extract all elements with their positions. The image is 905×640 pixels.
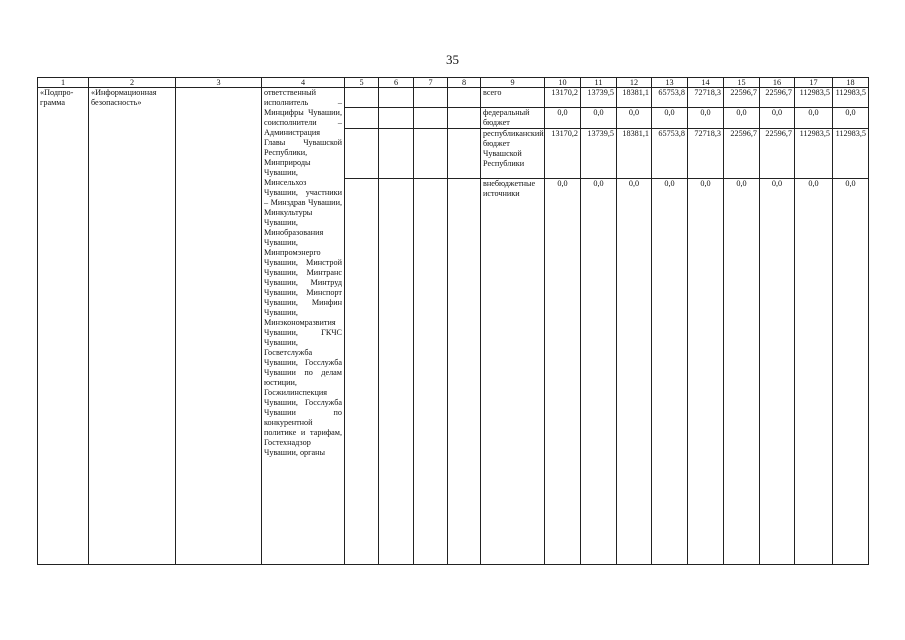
value-cell: 18381,1	[617, 88, 652, 108]
empty-cell	[448, 108, 481, 129]
empty-cell	[448, 179, 481, 565]
executors-cell: ответственный исполнитель – Минцифры Чувашии, соисполнители – Администрация Главы Чувашской Республики, Минприроды Чувашии, Минсельхоз Чувашии, участники – Минздрав Чувашии, Минкультуры Чувашии, Минобразования Чувашии, Минпромэнерго Чувашии, Минстрой Чувашии, Минтранс Чувашии, Минтруд Чувашии, Минспорт Чувашии, Минфин Чувашии, Минэкономразвития Чувашии, ГКЧС Чувашии, Госветслужба Чувашии, Госслужба Чувашии по делам юстиции, Госжилинспекция Чувашии, Госслужба Чувашии по конкурентной политике и тарифам, Гостехнадзор Чувашии, органы	[262, 88, 345, 565]
col-header: 16	[760, 78, 795, 88]
col-header: 3	[176, 78, 262, 88]
value-cell: 0,0	[724, 108, 760, 129]
empty-cell	[379, 129, 414, 179]
value-cell: 0,0	[581, 179, 617, 565]
source-cell: всего	[481, 88, 545, 108]
col-header: 12	[617, 78, 652, 88]
col-header: 11	[581, 78, 617, 88]
value-cell: 0,0	[652, 108, 688, 129]
value-cell: 0,0	[545, 108, 581, 129]
value-cell: 112983,5	[795, 129, 833, 179]
empty-cell	[414, 129, 448, 179]
empty-cell	[345, 88, 379, 108]
value-cell: 0,0	[617, 179, 652, 565]
col-header: 8	[448, 78, 481, 88]
col-header: 1	[38, 78, 89, 88]
status-cell: «Подпро-грамма	[38, 88, 89, 565]
value-cell: 0,0	[795, 108, 833, 129]
value-cell: 0,0	[688, 179, 724, 565]
value-cell: 0,0	[760, 179, 795, 565]
page-number: 35	[446, 52, 459, 67]
value-cell: 13739,5	[581, 129, 617, 179]
col-header: 9	[481, 78, 545, 88]
col-header: 5	[345, 78, 379, 88]
col-header: 10	[545, 78, 581, 88]
value-cell: 0,0	[760, 108, 795, 129]
value-cell: 22596,7	[724, 88, 760, 108]
source-cell: республиканский бюджет Чувашской Республики	[481, 129, 545, 179]
col-header: 2	[89, 78, 176, 88]
empty-cell	[379, 88, 414, 108]
table-row	[38, 88, 869, 108]
value-cell: 18381,1	[617, 129, 652, 179]
col-header: 15	[724, 78, 760, 88]
value-cell: 0,0	[724, 179, 760, 565]
value-cell: 112983,5	[795, 88, 833, 108]
empty-cell	[379, 179, 414, 565]
col-header: 4	[262, 78, 345, 88]
value-cell: 0,0	[688, 108, 724, 129]
value-cell: 0,0	[545, 179, 581, 565]
value-cell: 72718,3	[688, 129, 724, 179]
empty-cell	[345, 179, 379, 565]
source-cell: внебюджетные источники	[481, 179, 545, 565]
empty-cell	[414, 179, 448, 565]
name-cell: «Информационная безопасность»	[89, 88, 176, 565]
empty-cell	[345, 108, 379, 129]
value-cell: 112983,5	[833, 88, 869, 108]
col-header: 18	[833, 78, 869, 88]
value-cell: 0,0	[652, 179, 688, 565]
header-row	[38, 78, 869, 88]
value-cell: 72718,3	[688, 88, 724, 108]
col-header: 14	[688, 78, 724, 88]
value-cell: 112983,5	[833, 129, 869, 179]
empty-cell	[345, 129, 379, 179]
value-cell: 0,0	[833, 108, 869, 129]
program-table	[37, 77, 869, 565]
value-cell: 0,0	[581, 108, 617, 129]
value-cell: 13739,5	[581, 88, 617, 108]
col-header: 17	[795, 78, 833, 88]
value-cell: 65753,8	[652, 88, 688, 108]
value-cell: 13170,2	[545, 129, 581, 179]
value-cell: 22596,7	[760, 129, 795, 179]
goal-cell	[176, 88, 262, 565]
empty-cell	[414, 108, 448, 129]
empty-cell	[379, 108, 414, 129]
value-cell: 13170,2	[545, 88, 581, 108]
value-cell: 22596,7	[760, 88, 795, 108]
source-cell: федеральный бюджет	[481, 108, 545, 129]
value-cell: 65753,8	[652, 129, 688, 179]
col-header: 13	[652, 78, 688, 88]
col-header: 7	[414, 78, 448, 88]
value-cell: 0,0	[617, 108, 652, 129]
value-cell: 0,0	[833, 179, 869, 565]
empty-cell	[448, 88, 481, 108]
empty-cell	[448, 129, 481, 179]
col-header: 6	[379, 78, 414, 88]
value-cell: 22596,7	[724, 129, 760, 179]
empty-cell	[414, 88, 448, 108]
value-cell: 0,0	[795, 179, 833, 565]
